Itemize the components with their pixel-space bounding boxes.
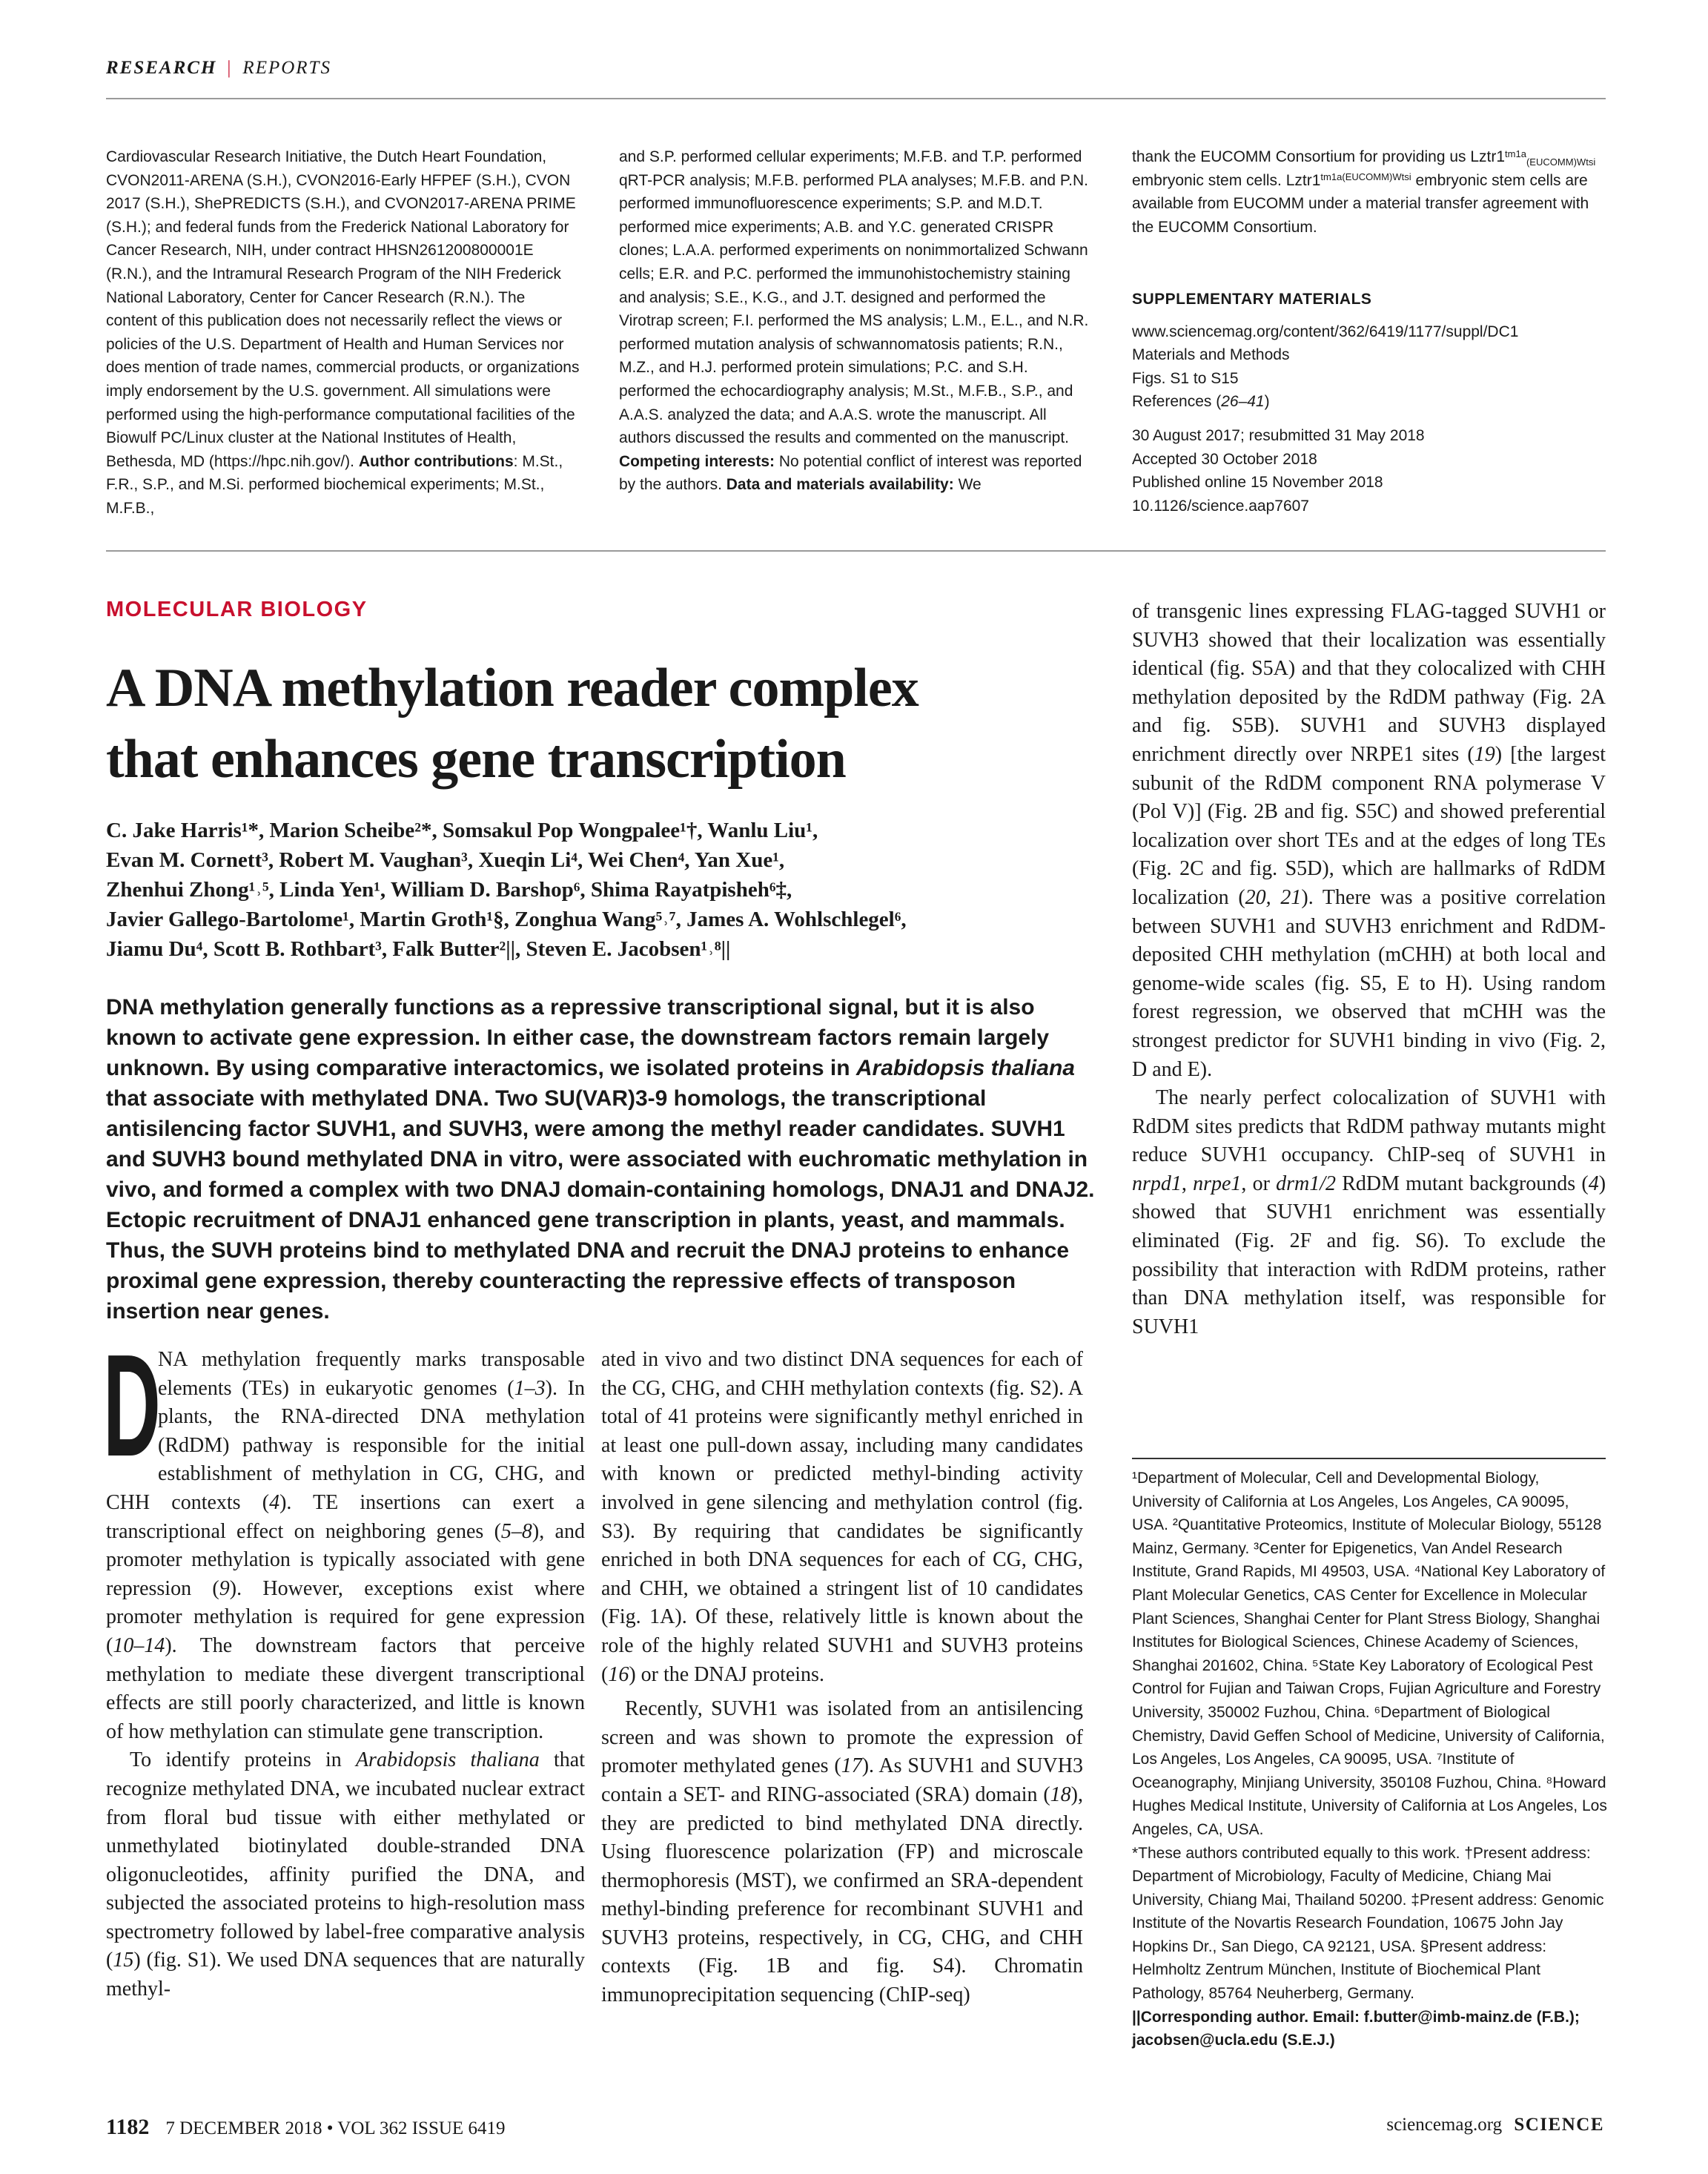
ref-16: 16 [608, 1662, 629, 1686]
ref-20-21: 20, 21 [1245, 885, 1302, 909]
data-availability-label: Data and materials availability: [726, 476, 954, 494]
ref-10-14: 10–14 [113, 1633, 165, 1657]
c3p1-b: ) [the largest subunit of the RdDM component RNA polymerase V (Pol V)] (Fig. 2B and fig. S5C) and showed preferential localization over short TEs and at the edges of long TEs (Fig. 2C and fig. S5D), which are hallmarks of RdDM localization ( [1132, 742, 1606, 909]
ack-text-2-tail: We [953, 476, 982, 494]
supplementary-line-4 [1132, 390, 1606, 414]
ref-17: 17 [841, 1754, 862, 1778]
supplementary-line-2: Materials and Methods [1132, 346, 1290, 364]
ref-9: 9 [219, 1576, 230, 1600]
published-date: Published online 15 November 2018 [1132, 474, 1383, 492]
section-rule [106, 550, 1606, 552]
accepted-date: Accepted 30 October 2018 [1132, 450, 1317, 468]
ref-15: 15 [113, 1949, 134, 1972]
body-column-2 [601, 1346, 1083, 2010]
doi: 10.1126/science.aap7607 [1132, 497, 1309, 515]
c2p1-b: ) or the DNAJ proteins. [629, 1662, 824, 1686]
running-header [106, 58, 331, 79]
authors-line-1: C. Jake Harris¹*, Marion Scheibe²*, Somsakul Pop Wongpalee¹†, Wanlu Liu¹, [106, 819, 818, 842]
ref-prefix: References ( [1132, 393, 1222, 411]
section-kicker: MOLECULAR BIOLOGY [106, 598, 368, 621]
allele-sup-2: tm1a(EUCOMM)Wtsi [1320, 171, 1411, 183]
allele-sup-1: tm1a [1505, 148, 1526, 159]
authors-line-3: Zhenhui Zhong¹˒⁵, Linda Yen¹, William D. Barshop⁶, Shima Rayatpisheh⁶‡, [106, 878, 792, 902]
ref-4b: 4 [1588, 1172, 1599, 1195]
c1p1-d: ), and promoter methylation is typically associated with gene repression ( [106, 1519, 585, 1600]
ack-text-2-mid: No potential conflict of interest was reported by the authors. [619, 452, 1082, 494]
c1p2-a: To identify proteins in [130, 1748, 356, 1772]
allele-sub-1: (EUCOMM)Wtsi [1526, 156, 1596, 168]
acknowledgments-col-1 [106, 145, 580, 521]
c3p2-sep-1: , [1181, 1172, 1194, 1195]
title-line-2: that enhances gene transcription [106, 729, 846, 790]
ack-text-1-tail: : M.St., F.R., S.P., and M.Si. performed biochemical experiments; M.St., M.F.B., [106, 452, 563, 517]
ack-text-2: and S.P. performed cellular experiments; M.F.B. and T.P. performed qRT-PCR analysis; M.F.B. performed PLA analyses; M.F.B. and P.N. performed immunofluorescence experiments; S.P. and M.D.T. performed mice experiments; A.B. and Y.C. generated CRISPR clones; L.A.A. performed experiments on nonimmortalized Schwann cells; E.R. and P.C. performed the immunohistochemistry staining and analysis; S.E., K.G., and J.T. designed and performed the Virotrap screen; F.I. performed the MS analysis; L.M., E.L., and N.R. performed mutation analysis of schwannomatosis patients; R.N., M.Z., and H.J. performed protein simulations; P.C. and S.H. performed the echocardiography analysis; M.St., M.F.B., S.P., and A.A.S. analyzed the data; and A.A.S. wrote the manuscript. All authors discussed the results and commented on the manuscript. [619, 148, 1089, 447]
acknowledgments-col-3 [1132, 145, 1606, 239]
c1p1-c: ). TE insertions can exert a transcriptional effect on neighboring genes ( [106, 1490, 585, 1543]
page-footer-right [1386, 2115, 1604, 2135]
page-number: 1182 [106, 2115, 150, 2139]
title-line-1: A DNA methylation reader complex [106, 658, 918, 718]
authors-line-2: Evan M. Cornett³, Robert M. Vaughan³, Xueqin Li⁴, Wei Chen⁴, Yan Xue¹, [106, 848, 785, 872]
ref-4: 4 [269, 1490, 280, 1514]
issue-info: 7 DECEMBER 2018 • VOL 362 ISSUE 6419 [165, 2118, 506, 2138]
authors-line-4: Javier Gallego-Bartolome¹, Martin Groth¹§, Zonghua Wang⁵˒⁷, James A. Wohlschlegel⁶, [106, 908, 907, 931]
abstract-text-b: that associate with methylated DNA. Two SU(VAR)3-9 homologs, the transcriptional antisilencing factor SUVH1, and SUVH3, were among the methyl reader candidates. SUVH1 and SUVH3 bound methylated DNA in vitro, were associated with euchromatic methylation in vivo, and formed a complex with two DNAJ domain-containing homologs, DNAJ1 and DNAJ2. Ectopic recruitment of DNAJ1 enhanced gene transcription in plants, yeast, and mammals. Thus, the SUVH proteins bind to methylated DNA and recruit the DNAJ proteins to enhance proximal gene expression, thereby counteracting the repressive effects of transposon insertion near genes. [106, 1086, 1095, 1324]
c2p1-a: ated in vivo and two distinct DNA sequences for each of the CG, CHG, and CHH methylation contexts (fig. S2). A total of 41 proteins were significantly methyl enriched in at least one pull-down assay, including many candidates with known or predicted methyl-binding activity involved in gene silencing and methylation control (fig. S3). By requiring that candidates be significantly enriched in both DNA sequences for each of CG, CHG, and CHH, we obtained a stringent list of 10 candidates (Fig. 1A). Of these, relatively little is known about the role of the highly related SUVH1 and SUVH3 proteins ( [601, 1348, 1083, 1686]
c1p2-species: Arabidopsis thaliana [355, 1748, 540, 1772]
c3p2-a: The nearly perfect colocalization of SUVH1 with RdDM sites predicts that RdDM pathway mutants might reduce SUVH1 occupancy. ChIP-seq of SUVH1 in [1132, 1086, 1606, 1167]
supplementary-url[interactable]: www.sciencemag.org/content/362/6419/1177/suppl/DC1 [1132, 323, 1519, 340]
c3p1-c: ). There was a positive correlation between SUVH1 and SUVH3 enrichment and RdDM-deposited CHH methylation (mCHH) at both local and genome-wide scales (fig. S5, E to H). Using random forest regression, we observed that mCHH was the strongest predictor for SUVH1 binding in vivo (Fig. 2, D and E). [1132, 885, 1606, 1081]
ref-1-3: 1–3 [514, 1376, 546, 1400]
body-column-3 [1132, 598, 1606, 1341]
mutant-nrpd1: nrpd1 [1132, 1172, 1182, 1195]
ack-text-3b: embryonic stem cells. Lztr1 [1132, 171, 1321, 189]
c2p2-b: ). As SUVH1 and SUVH3 contain a SET- and RING-associated (SRA) domain ( [601, 1754, 1083, 1806]
article-title [106, 652, 1107, 795]
submission-date: 30 August 2017; resubmitted 31 May 2018 [1132, 426, 1425, 444]
abstract [106, 992, 1099, 1326]
c2p2-a: Recently, SUVH1 was isolated from an antisilencing screen and was shown to promote the expression of promoter methylated genes ( [601, 1697, 1083, 1778]
c1p2-b: that recognize methylated DNA, we incubated nuclear extract from floral bud tissue with either methylated or unmethylated biotinylated double-stranded DNA oligonucleotides, affinity purified the DNA, and subjected the associated proteins to high-resolution mass spectrometry followed by label-free comparative analysis ( [106, 1748, 585, 1972]
supplementary-materials [1132, 288, 1606, 518]
c1p1-e: ). However, exceptions exist where promoter methylation is required for gene expression ( [106, 1576, 585, 1657]
supplementary-line-3: Figs. S1 to S15 [1132, 369, 1239, 387]
mutant-drm12: drm1/2 [1276, 1172, 1337, 1195]
ref-18: 18 [1050, 1783, 1071, 1806]
c1p2-c: ) (fig. S1). We used DNA sequences that are naturally methyl- [106, 1949, 585, 2001]
corresponding-author: ||Corresponding author. Email: f.butter@imb-mainz.de (F.B.); jacobsen@ucla.edu (S.E.J.) [1132, 2008, 1580, 2049]
authors-line-5: Jiamu Du⁴, Scott B. Rothbart³, Falk Butter²||, Steven E. Jacobsen¹˒⁸|| [106, 937, 731, 961]
subsection-label: REPORTS [242, 58, 331, 78]
ack-text-3c: embryonic stem cells are available from EUCOMM under a material transfer agreement with the EUCOMM Consortium. [1132, 171, 1589, 236]
abstract-species: Arabidopsis thaliana [855, 1056, 1075, 1080]
drop-cap: D [103, 1324, 161, 1487]
c1p1-b: ). In plants, the RNA-directed DNA methylation (RdDM) pathway is responsible for the initial establishment of methylation in CG, CHG, and CHH contexts ( [106, 1376, 585, 1514]
c3p2-sep-2: , or [1241, 1172, 1277, 1195]
site-name[interactable]: sciencemag.org [1386, 2115, 1503, 2135]
ref-suffix: ) [1264, 393, 1270, 411]
c1p1-f: ). The downstream factors that perceive methylation to mediate these divergent transcriptional effects are still poorly characterized, and little is known of how methylation can stimulate gene transcription. [106, 1633, 585, 1743]
body-column-1 [103, 1324, 585, 2004]
c1p1-a: NA methylation frequently marks transposable elements (TEs) in eukaryotic genomes ( [158, 1348, 585, 1400]
ref-5-8: 5–8 [500, 1519, 532, 1543]
mutant-nrpe1: nrpe1 [1193, 1172, 1242, 1195]
author-contributions-label: Author contributions [358, 452, 514, 470]
journal-name: SCIENCE [1514, 2115, 1604, 2135]
ref-19: 19 [1474, 742, 1495, 766]
abstract-text-a: DNA methylation generally functions as a repressive transcriptional signal, but it is also known to activate gene expression. In either case, the downstream factors remain largely unknown. By using comparative interactomics, we isolated proteins in [106, 995, 1050, 1080]
section-label: RESEARCH [106, 58, 217, 78]
ack-text-3a: thank the EUCOMM Consortium for providing us Lztr1 [1132, 148, 1506, 165]
ref-range: 26–41 [1221, 393, 1265, 411]
c3p1-a: of transgenic lines expressing FLAG-tagged SUVH1 or SUVH3 showed that their localization was essentially identical (fig. S5A) and that they colocalized with CHH methylation deposited by the RdDM pathway (Fig. 2A and fig. S5B). SUVH1 and SUVH3 displayed enrichment directly over NRPE1 sites ( [1132, 600, 1606, 766]
affiliations-text: ¹Department of Molecular, Cell and Developmental Biology, University of California at Los Angeles, Los Angeles, CA 90095, USA. ²Quantitative Proteomics, Institute of Molecular Biology, 55128 Mainz, Germany. ³Center for Epigenetics, Van Andel Research Institute, Grand Rapids, MI 49503, USA. ⁴National Key Laboratory of Plant Molecular Genetics, CAS Center for Excellence in Molecular Plant Sciences, Shanghai Center for Plant Stress Biology, Shanghai Institutes for Biological Sciences, Chinese Academy of Sciences, Shanghai 201602, China. ⁵State Key Laboratory of Ecological Pest Control for Fujian and Taiwan Crops, Fujian Agriculture and Forestry University, 350002 Fuzhou, China. ⁶Department of Biological Chemistry, David Geffen School of Medicine, University of California, Los Angeles, Los Angeles, CA 90095, USA. ⁷Institute of Oceanography, Minjiang University, 350108 Fuzhou, China. ⁸Howard Hughes Medical Institute, University of California at Los Angeles, Los Angeles, CA, USA. [1132, 1470, 1607, 1838]
header-rule [106, 98, 1606, 99]
header-separator: | [227, 58, 233, 78]
author-list [106, 816, 1107, 964]
supplementary-heading: SUPPLEMENTARY MATERIALS [1132, 291, 1372, 308]
c3p2-c: ) showed that SUVH1 enrichment was essentially eliminated (Fig. 2F and fig. S6). To exclude the possibility that interaction with RdDM proteins, rather than DNA methylation itself, was responsible for SUVH1 [1132, 1172, 1606, 1338]
c3p2-b: RdDM mutant backgrounds ( [1336, 1172, 1589, 1195]
ack-text-1: Cardiovascular Research Initiative, the Dutch Heart Foundation, CVON2011-ARENA (S.H.), CVON2016-Early HFPEF (S.H.), CVON 2017 (S.H.), ShePREDICTS (S.H.), and CVON2017-ARENA PRIME (S.H.); and federal funds from the Frederick National Laboratory for Cancer Research, NIH, under contract HHSN261200800001E (R.N.), and the Intramural Research Program of the NIH Frederick National Laboratory, Center for Cancer Research (R.N.). The content of this publication does not necessarily reflect the views or policies of the U.S. Department of Health and Human Services nor does mention of trade names, commercial products, or organizations imply endorsement by the U.S. government. All simulations were performed using the high-performance computational facilities of the Biowulf PC/Linux cluster at the National Institutes of Health, Bethesda, MD (https://hpc.nih.gov/). [106, 148, 580, 470]
acknowledgments-col-2 [619, 145, 1093, 497]
affiliations-rule [1132, 1458, 1606, 1459]
author-notes: *These authors contributed equally to this work. †Present address: Department of Microbiology, Faculty of Medicine, Chiang Mai University, Chiang Mai, Thailand 50200. ‡Present address: Genomic Institute of the Novartis Research Foundation, 10675 John Jay Hopkins Dr., San Diego, CA 92121, USA. §Present address: Helmholtz Zentrum München, Institute of Biochemical Plant Pathology, 85764 Neuherberg, Germany. [1132, 1844, 1604, 2003]
competing-interests-label: Competing interests: [619, 452, 775, 470]
affiliations [1132, 1467, 1608, 2052]
page-footer-left [106, 2115, 505, 2140]
c2p2-c: ), they are predicted to bind methylated DNA directly. Using fluorescence polarization (FP) and microscale thermophoresis (MST), we confirmed an SRA-dependent methyl-binding preference for recombinant SUVH1 and SUVH3 proteins, respectively, in CG, CHG, and CHH contexts (Fig. 1B and fig. S4). Chromatin immunoprecipitation sequencing (ChIP-seq) [601, 1783, 1083, 2007]
